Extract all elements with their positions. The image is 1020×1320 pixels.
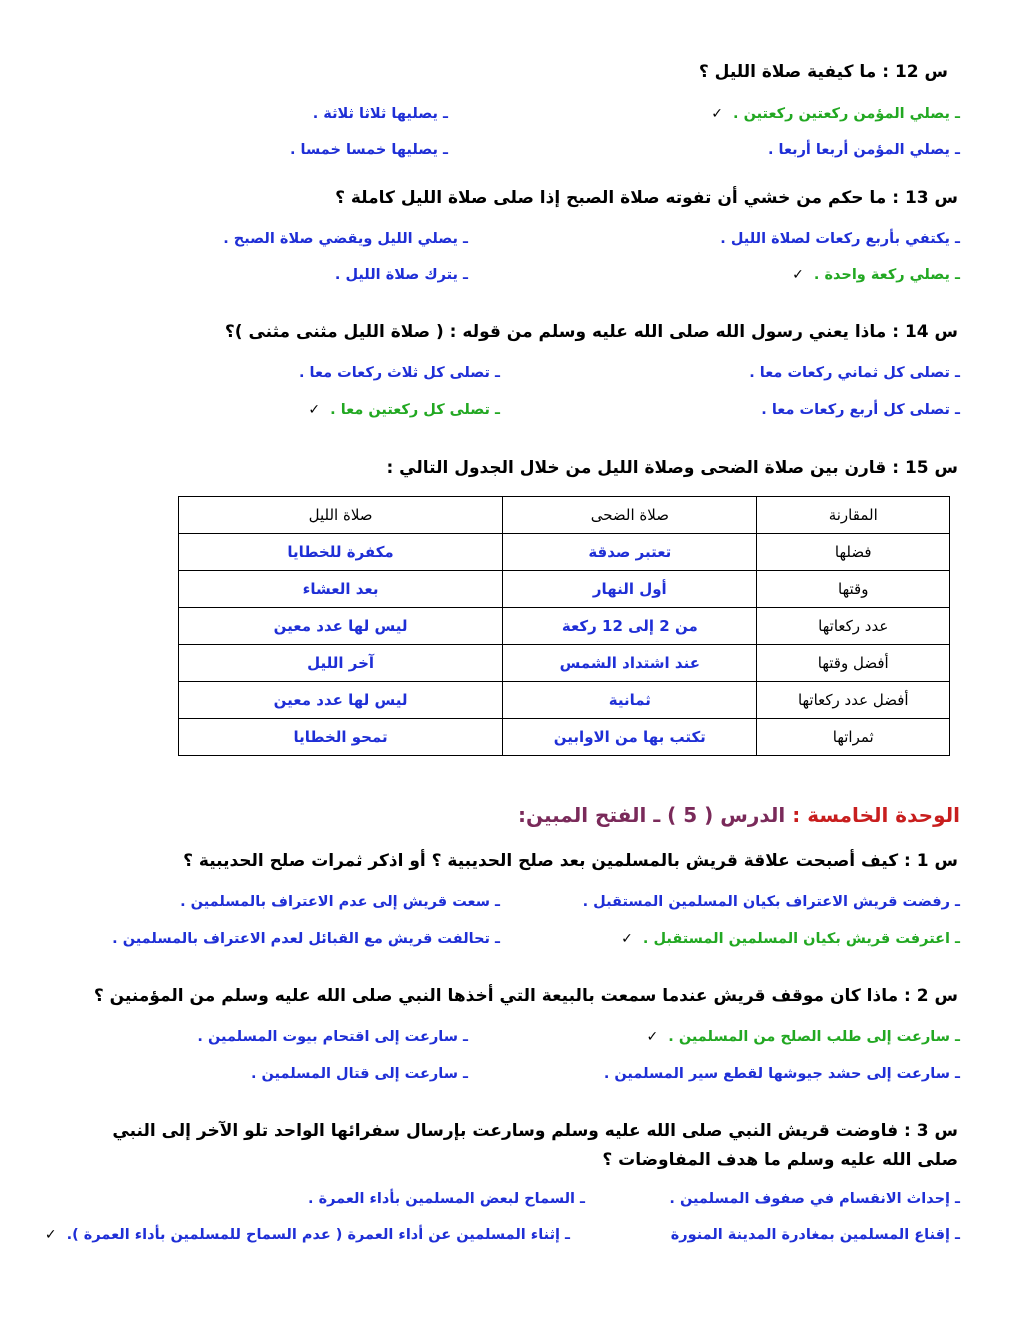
table-row: [179, 534, 950, 571]
table-cell: أول النهار: [503, 571, 757, 608]
unit-title: الوحدة الخامسة :: [792, 803, 960, 827]
option-text: ـ سارعت إلى طلب الصلح من المسلمين .: [668, 1029, 960, 1045]
option-text: ـ تصلى كل ركعتين معا .: [330, 402, 500, 418]
check-mark-icon: ✓: [621, 931, 633, 947]
question-13: س 13 : ما حكم من خشي أن تفوته صلاة الصبح إذا صلى صلاة الليل كاملة ؟: [335, 188, 958, 208]
q12-option-3: ـ يصلي المؤمن أربعا أربعا .: [767, 142, 960, 158]
table-cell: من 2 إلى 12 ركعة: [503, 608, 757, 645]
u5q1-option-2: ـ سعت قريش إلى عدم الاعتراف بالمسلمين .: [180, 894, 500, 910]
table-header: صلاة الضحى: [503, 497, 757, 534]
row-label: ثمراتها: [757, 719, 950, 756]
table-header: المقارنة: [757, 497, 950, 534]
table-cell: عند اشتداد الشمس: [503, 645, 757, 682]
q12-option-2: ـ يصليها ثلاثا ثلاثة .: [312, 106, 448, 122]
table-row: [179, 608, 950, 645]
table-cell: بعد العشاء: [179, 571, 503, 608]
row-label: أفضل عدد ركعاتها: [757, 682, 950, 719]
u5q2-option-1: [647, 1029, 960, 1045]
option-text: ـ إثناء المسلمين عن أداء العمرة ( عدم السماح للمسلمين بأداء العمرة ).: [66, 1227, 570, 1243]
table-header: صلاة الليل: [179, 497, 503, 534]
table-cell: تمحو الخطايا: [179, 719, 503, 756]
row-label: عدد ركعاتها: [757, 608, 950, 645]
table-cell: مكفرة للخطايا: [179, 534, 503, 571]
table-cell: ليس لها عدد معين: [179, 608, 503, 645]
check-mark-icon: ✓: [44, 1227, 57, 1243]
q13-option-2: ـ يصلي الليل ويقضي صلاة الصبح .: [223, 231, 468, 247]
u5q1-option-4: ـ تحالفت قريش مع القبائل لعدم الاعتراف بالمسلمين .: [112, 931, 500, 947]
table-row: [179, 719, 950, 756]
unit5-question-2: س 2 : ماذا كان موقف قريش عندما سمعت بالبيعة التي أخذها النبي صلى الله عليه وسلم من المؤمنين ؟: [93, 986, 958, 1006]
u5q3-option-3: ـ إقناع المسلمين بمغادرة المدينة المنورة: [670, 1227, 960, 1243]
u5q3-option-1: ـ إحداث الانقسام في صفوف المسلمين .: [669, 1191, 960, 1207]
row-label: وقتها: [757, 571, 950, 608]
row-label: فضلها: [757, 534, 950, 571]
check-mark-icon: ✓: [792, 267, 804, 283]
check-mark-icon: ✓: [646, 1029, 659, 1045]
table-cell: آخر الليل: [179, 645, 503, 682]
check-mark-icon: ✓: [711, 106, 724, 122]
u5q2-option-4: ـ سارعت إلى قتال المسلمين .: [250, 1066, 468, 1082]
table-row: [179, 571, 950, 608]
u5q1-option-1: ـ رفضت قريش الاعتراف بكيان المسلمين المستقبل .: [582, 894, 960, 910]
table-row: [179, 682, 950, 719]
unit5-question-3: س 3 : فاوضت قريش النبي صلى الله عليه وسلم وسارعت بإرسال سفرائها الواحد تلو الآخر إلى النبي صلى الله عليه وسلم ما هدف المفاوضات ؟: [112, 1121, 958, 1170]
comparison-table: [178, 496, 950, 756]
q12-option-1: [711, 106, 960, 122]
q14-option-2: ـ تصلى كل ثلاث ركعات معا .: [298, 365, 500, 381]
unit-heading: [518, 803, 960, 827]
option-text: ـ يصلي ركعة واحدة .: [813, 267, 960, 283]
u5q3-option-4: [45, 1227, 570, 1243]
table-cell: تكتب بها من الاوابين: [503, 719, 757, 756]
q12-option-4: ـ يصليها خمسا خمسا .: [290, 142, 448, 158]
q13-option-4: ـ يترك صلاة الليل .: [334, 267, 468, 283]
question-12: س 12 : ما كيفية صلاة الليل ؟: [698, 62, 948, 82]
q14-option-1: ـ تصلى كل ثماني ركعات معا .: [749, 365, 960, 381]
question-15: س 15 : قارن بين صلاة الضحى وصلاة الليل من خلال الجدول التالي :: [386, 458, 958, 478]
q13-option-3: [792, 267, 960, 283]
q14-option-3: ـ تصلى كل أربع ركعات معا .: [761, 402, 960, 418]
table-cell: ثمانية: [503, 682, 757, 719]
table-row: [179, 645, 950, 682]
table-cell: تعتبر صدقة: [503, 534, 757, 571]
table-header-row: [179, 497, 950, 534]
check-mark-icon: ✓: [308, 402, 321, 418]
option-text: ـ يصلي المؤمن ركعتين ركعتين .: [733, 106, 960, 122]
lesson-title: الدرس ( 5 ) ـ الفتح المبين:: [517, 803, 786, 827]
q14-option-4: [308, 402, 500, 418]
q13-option-1: ـ يكتفي بأربع ركعات لصلاة الليل .: [720, 231, 960, 247]
unit5-question-1: س 1 : كيف أصبحت علاقة قريش بالمسلمين بعد صلح الحديبية ؟ أو اذكر ثمرات صلح الحديبية ؟: [183, 851, 958, 871]
row-label: أفضل وقتها: [757, 645, 950, 682]
table-cell: ليس لها عدد معين: [179, 682, 503, 719]
option-text: ـ اعترفت قريش بكيان المسلمين المستقبل .: [642, 931, 960, 947]
u5q2-option-3: ـ سارعت إلى حشد جيوشها لقطع سير المسلمين .: [603, 1066, 960, 1082]
u5q1-option-3: [621, 931, 960, 947]
u5q2-option-2: ـ سارعت إلى اقتحام بيوت المسلمين .: [197, 1029, 468, 1045]
question-14: س 14 : ماذا يعني رسول الله صلى الله عليه وسلم من قوله : ( صلاة الليل مثنى مثنى )؟: [224, 322, 958, 342]
u5q3-option-2: ـ السماح لبعض المسلمين بأداء العمرة .: [308, 1191, 585, 1207]
